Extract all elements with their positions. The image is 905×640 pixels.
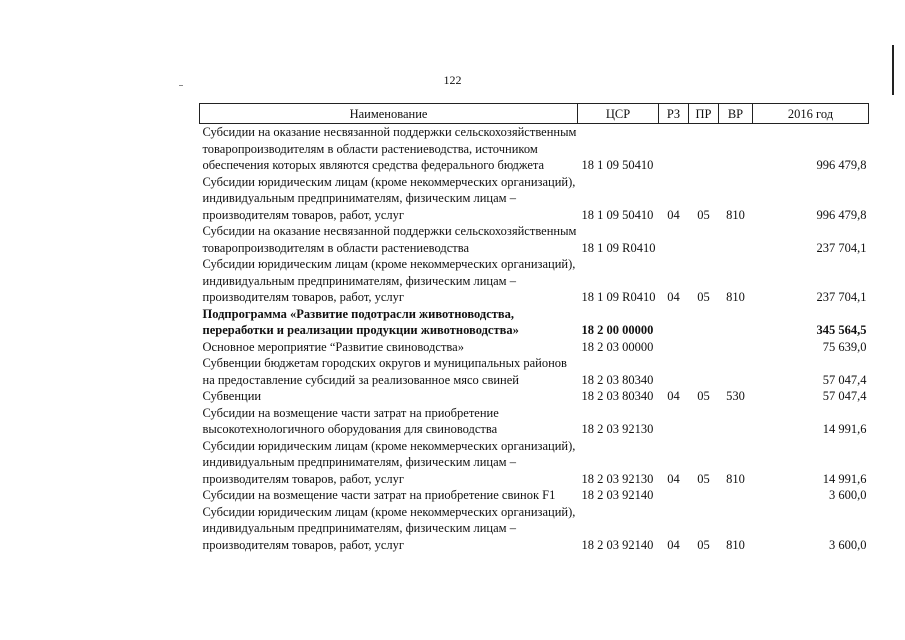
table-row: [200, 339, 869, 356]
cell-name: Субвенции бюджетам городских округов и муниципальных районов на предоставление субсидий за реализованное мясо свиней: [202, 356, 567, 387]
cell-vr: 810: [726, 290, 745, 304]
cell-sum: 75 639,0: [822, 339, 867, 354]
table-header: [200, 104, 869, 124]
cell-vr: 530: [726, 389, 745, 403]
cell-rz: 04: [667, 471, 680, 486]
table-row: [200, 504, 869, 554]
cell-pr: [689, 306, 719, 339]
cell-csr: 18 2 03 92140: [581, 537, 654, 552]
cell-vr: 810: [726, 537, 745, 552]
cell-vr: [719, 124, 753, 174]
cell-vr: 810: [726, 471, 745, 486]
cell-vr: [719, 339, 753, 356]
table-row: [200, 388, 869, 405]
table-row: [200, 124, 869, 174]
cell-vr: [719, 223, 753, 256]
cell-sum: 237 704,1: [816, 290, 867, 304]
cell-pr: 05: [697, 537, 710, 552]
margin-mark: [179, 85, 183, 86]
cell-vr: [719, 355, 753, 388]
cell-pr: [689, 339, 719, 356]
cell-pr: 05: [697, 207, 710, 222]
table-row: [200, 487, 869, 504]
cell-name: Субсидии на оказание несвязанной поддержки сельскохозяйственным товаропроизводителям в области растениеводства: [202, 224, 577, 255]
cell-sum: 57 047,4: [822, 372, 867, 387]
header-rz: РЗ: [659, 104, 689, 124]
cell-pr: [689, 355, 719, 388]
header-pr: ПР: [689, 104, 719, 124]
cell-rz: [659, 124, 689, 174]
cell-csr: 18 1 09 R0410: [581, 290, 656, 304]
cell-vr: [719, 487, 753, 504]
cell-sum: 3 600,0: [829, 537, 867, 552]
cell-name: Субвенции: [202, 389, 262, 403]
cell-pr: 05: [697, 471, 710, 486]
cell-name: Субсидии на возмещение части затрат на приобретение свинок F1: [202, 488, 556, 502]
cell-pr: 05: [697, 290, 710, 304]
cell-csr: 18 2 03 00000: [581, 339, 654, 354]
page-number: 122: [443, 73, 462, 87]
table-row: [200, 405, 869, 438]
header-vr: ВР: [719, 104, 753, 124]
cell-sum: 14 991,6: [822, 471, 867, 486]
table-row: [200, 306, 869, 339]
cell-name: Субсидии юридическим лицам (кроме некоммерческих организаций), индивидуальным предпринимателям, физическим лицам – производителям товаров, работ, услуг: [202, 257, 576, 304]
cell-sum: 996 479,8: [816, 207, 867, 222]
cell-rz: 04: [667, 389, 680, 403]
cell-rz: [659, 355, 689, 388]
table-row: [200, 256, 869, 306]
cell-sum: 57 047,4: [822, 389, 867, 403]
cell-pr: [689, 487, 719, 504]
table-row: [200, 355, 869, 388]
cell-name: Подпрограмма «Развитие подотрасли животноводства, переработки и реализации продукции животноводства»: [202, 306, 519, 337]
cell-vr: 810: [726, 207, 745, 222]
cell-name: Субсидии юридическим лицам (кроме некоммерческих организаций), индивидуальным предпринимателям, физическим лицам – производителям товаров, работ, услуг: [202, 438, 576, 486]
cell-name: Субсидии юридическим лицам (кроме некоммерческих организаций), индивидуальным предпринимателям, физическим лицам – производителям товаров, работ, услуг: [202, 504, 576, 552]
cell-sum: 14 991,6: [822, 422, 867, 436]
cell-rz: [659, 223, 689, 256]
table-body: [200, 124, 869, 554]
cell-csr: 18 2 03 92140: [581, 488, 654, 502]
cell-sum: 345 564,5: [816, 323, 867, 337]
cell-csr: 18 2 03 80340: [581, 372, 654, 387]
cell-csr: 18 1 09 50410: [581, 207, 654, 222]
header-name: Наименование: [200, 104, 578, 124]
cell-rz: [659, 405, 689, 438]
budget-table: [199, 103, 869, 553]
cell-csr: 18 2 03 80340: [581, 389, 654, 403]
cell-rz: [659, 306, 689, 339]
cell-sum: 237 704,1: [816, 240, 867, 255]
cell-pr: [689, 223, 719, 256]
table-row: [200, 223, 869, 256]
cell-csr: 18 1 09 50410: [581, 158, 654, 172]
table-row: [200, 174, 869, 224]
cell-name: Субсидии на оказание несвязанной поддержки сельскохозяйственным товаропроизводителям в области растениеводства, источником обеспечения которых являются средства федерального бюджета: [202, 125, 577, 172]
cell-csr: 18 1 09 R0410: [581, 240, 656, 255]
cell-name: Субсидии юридическим лицам (кроме некоммерческих организаций), индивидуальным предпринимателям, физическим лицам – производителям товаров, работ, услуг: [202, 174, 576, 222]
cell-rz: 04: [667, 537, 680, 552]
cell-vr: [719, 306, 753, 339]
cell-pr: [689, 405, 719, 438]
cell-name: Основное мероприятие “Развитие свиноводства»: [202, 339, 464, 354]
cell-pr: 05: [697, 389, 710, 403]
cell-csr: 18 2 03 92130: [581, 471, 654, 486]
cell-name: Субсидии на возмещение части затрат на приобретение высокотехнологичного оборудования для свиноводства: [202, 405, 499, 436]
cell-sum: 3 600,0: [829, 488, 867, 502]
page-edge-line: [892, 45, 894, 95]
cell-vr: [719, 405, 753, 438]
cell-pr: [689, 124, 719, 174]
cell-csr: 18 2 00 00000: [581, 323, 654, 337]
cell-rz: [659, 339, 689, 356]
cell-sum: 996 479,8: [816, 158, 867, 172]
cell-rz: 04: [667, 290, 680, 304]
table-row: [200, 438, 869, 488]
header-sum: 2016 год: [753, 104, 869, 124]
header-csr: ЦСР: [578, 104, 659, 124]
cell-csr: 18 2 03 92130: [581, 422, 654, 436]
cell-rz: 04: [667, 207, 680, 222]
cell-rz: [659, 487, 689, 504]
